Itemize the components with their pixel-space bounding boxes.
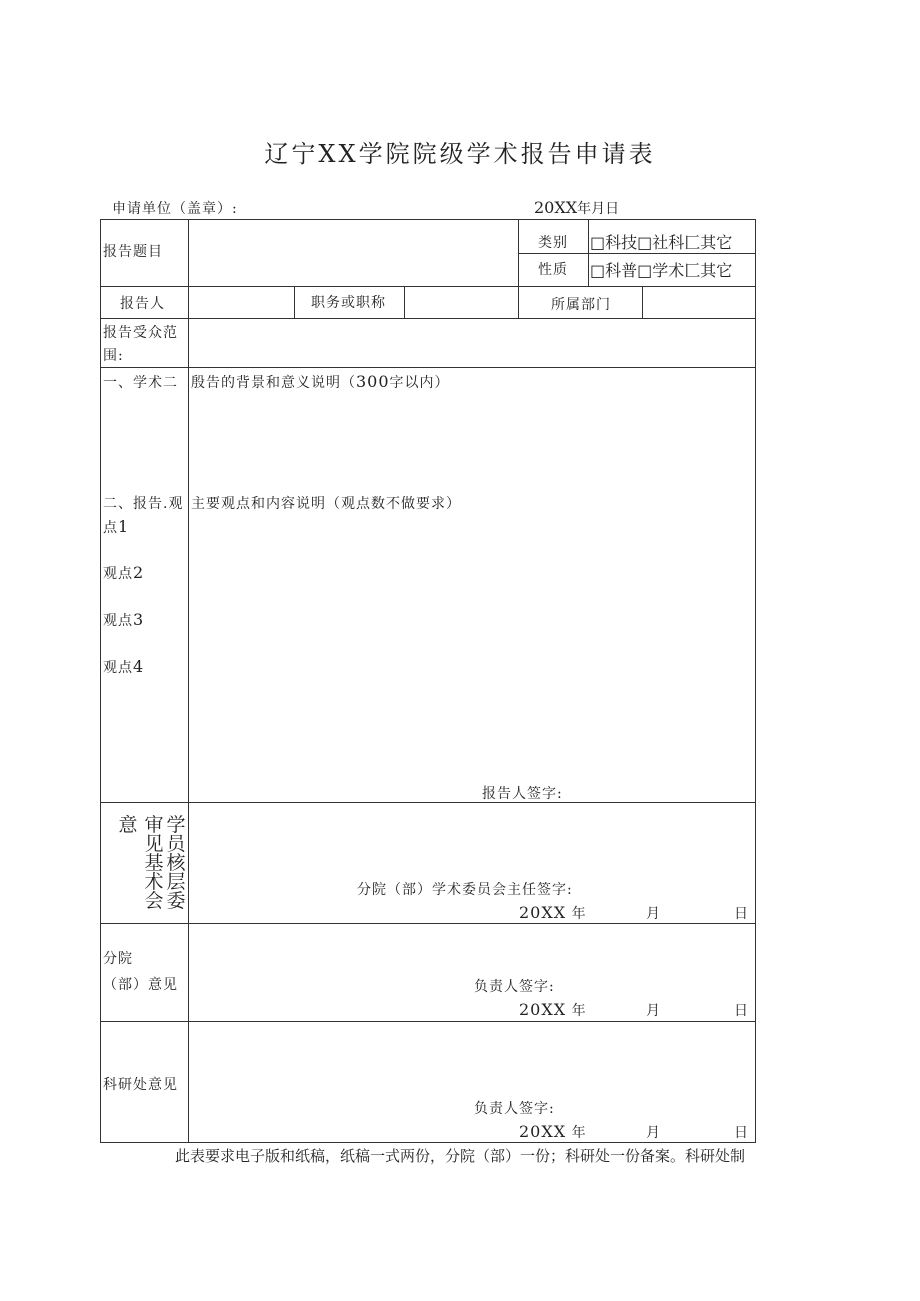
college-year-unit: 年 <box>571 1003 587 1019</box>
point-3-prefix: 观点 <box>103 613 133 629</box>
committee-day-unit: 日 <box>734 906 749 922</box>
audience-field[interactable] <box>190 320 754 365</box>
point-2-number: 2 <box>133 563 145 582</box>
audience-label-cont: 围: <box>103 348 124 364</box>
research-date <box>519 1124 587 1140</box>
committee-year-unit: 年 <box>571 906 587 922</box>
report-topic-label: 报告题目 <box>103 244 163 260</box>
point-3-label <box>103 612 144 628</box>
research-day-unit: 日 <box>734 1125 749 1141</box>
applicant-unit-label: 申请单位（盖章）: <box>112 201 238 217</box>
point-4-number: 4 <box>133 657 145 676</box>
college-opinion-label: 分院 <box>103 951 133 967</box>
report-topic-field[interactable] <box>190 221 516 284</box>
research-leader-signature-label: 负责人签字: <box>474 1101 555 1117</box>
committee-month-unit: 月 <box>646 906 661 922</box>
college-date <box>519 1002 587 1018</box>
point-1-label <box>103 519 129 535</box>
category-options[interactable]: □科技□社科匚其它 <box>590 233 733 252</box>
point-1-prefix: 点 <box>103 520 118 536</box>
point-1-number: 1 <box>118 517 130 536</box>
nature-options[interactable]: □科普□学术匚其它 <box>590 261 733 280</box>
page-title: 辽宁XX学院院级学术报告申请表 <box>264 140 656 168</box>
research-year-unit: 年 <box>571 1125 587 1141</box>
research-office-opinion-label: 科研处意见 <box>103 1077 178 1093</box>
category-label: 类别 <box>538 235 568 251</box>
application-date-suffix: 年月日 <box>577 201 620 217</box>
section1-description <box>191 374 450 390</box>
committee-label-col-2: 审见基术会 <box>144 814 164 912</box>
committee-signature-label: 分院（部）学术委员会主任签字: <box>357 882 573 898</box>
reporter-signature-label: 报告人签字: <box>482 786 563 802</box>
section1-label: 一、学术二 <box>103 375 178 391</box>
research-date-year: 20XX <box>519 1122 567 1141</box>
department-field[interactable] <box>644 288 754 316</box>
reporter-label: 报告人 <box>120 296 165 312</box>
section1-desc-num: 300 <box>356 372 390 391</box>
college-day-unit: 日 <box>734 1003 749 1019</box>
position-label: 职务或职称 <box>311 295 386 311</box>
point-4-prefix: 观点 <box>103 660 133 676</box>
research-month-unit: 月 <box>646 1125 661 1141</box>
footer-note: 此表要求电子版和纸稿，纸稿一式两份，分院（部）一份；科研处一份备案。科研处制 <box>174 1147 745 1165</box>
point-4-label <box>103 659 144 675</box>
reporter-field[interactable] <box>190 288 292 316</box>
nature-label: 性质 <box>538 262 568 278</box>
college-date-year: 20XX <box>519 1000 567 1019</box>
application-date-year: 20XX <box>534 198 578 217</box>
content-field[interactable] <box>190 395 754 775</box>
college-month-unit: 月 <box>646 1003 661 1019</box>
point-3-number: 3 <box>133 610 145 629</box>
department-label: 所属部门 <box>551 297 611 313</box>
committee-label-col-1: 学员核层委 <box>166 814 186 912</box>
college-opinion-label-cont: （部）意见 <box>103 977 178 993</box>
application-date <box>534 198 619 218</box>
committee-date-year: 20XX <box>519 903 567 922</box>
section1-desc-a: 殷告的背景和意义说明（ <box>191 375 356 391</box>
section2-description: 主要观点和内容说明（观点数不做要求） <box>191 496 461 512</box>
point-2-prefix: 观点 <box>103 566 133 582</box>
committee-label-col-3: 意 <box>118 814 138 836</box>
section1-desc-b: 字以内） <box>389 375 450 391</box>
college-leader-signature-label: 负责人签字: <box>474 979 555 995</box>
point-2-label <box>103 565 144 581</box>
position-field[interactable] <box>406 288 516 316</box>
section2-label: 二、报告.观 <box>103 496 184 512</box>
audience-label: 报告受众范 <box>103 325 178 341</box>
committee-date <box>519 905 587 921</box>
